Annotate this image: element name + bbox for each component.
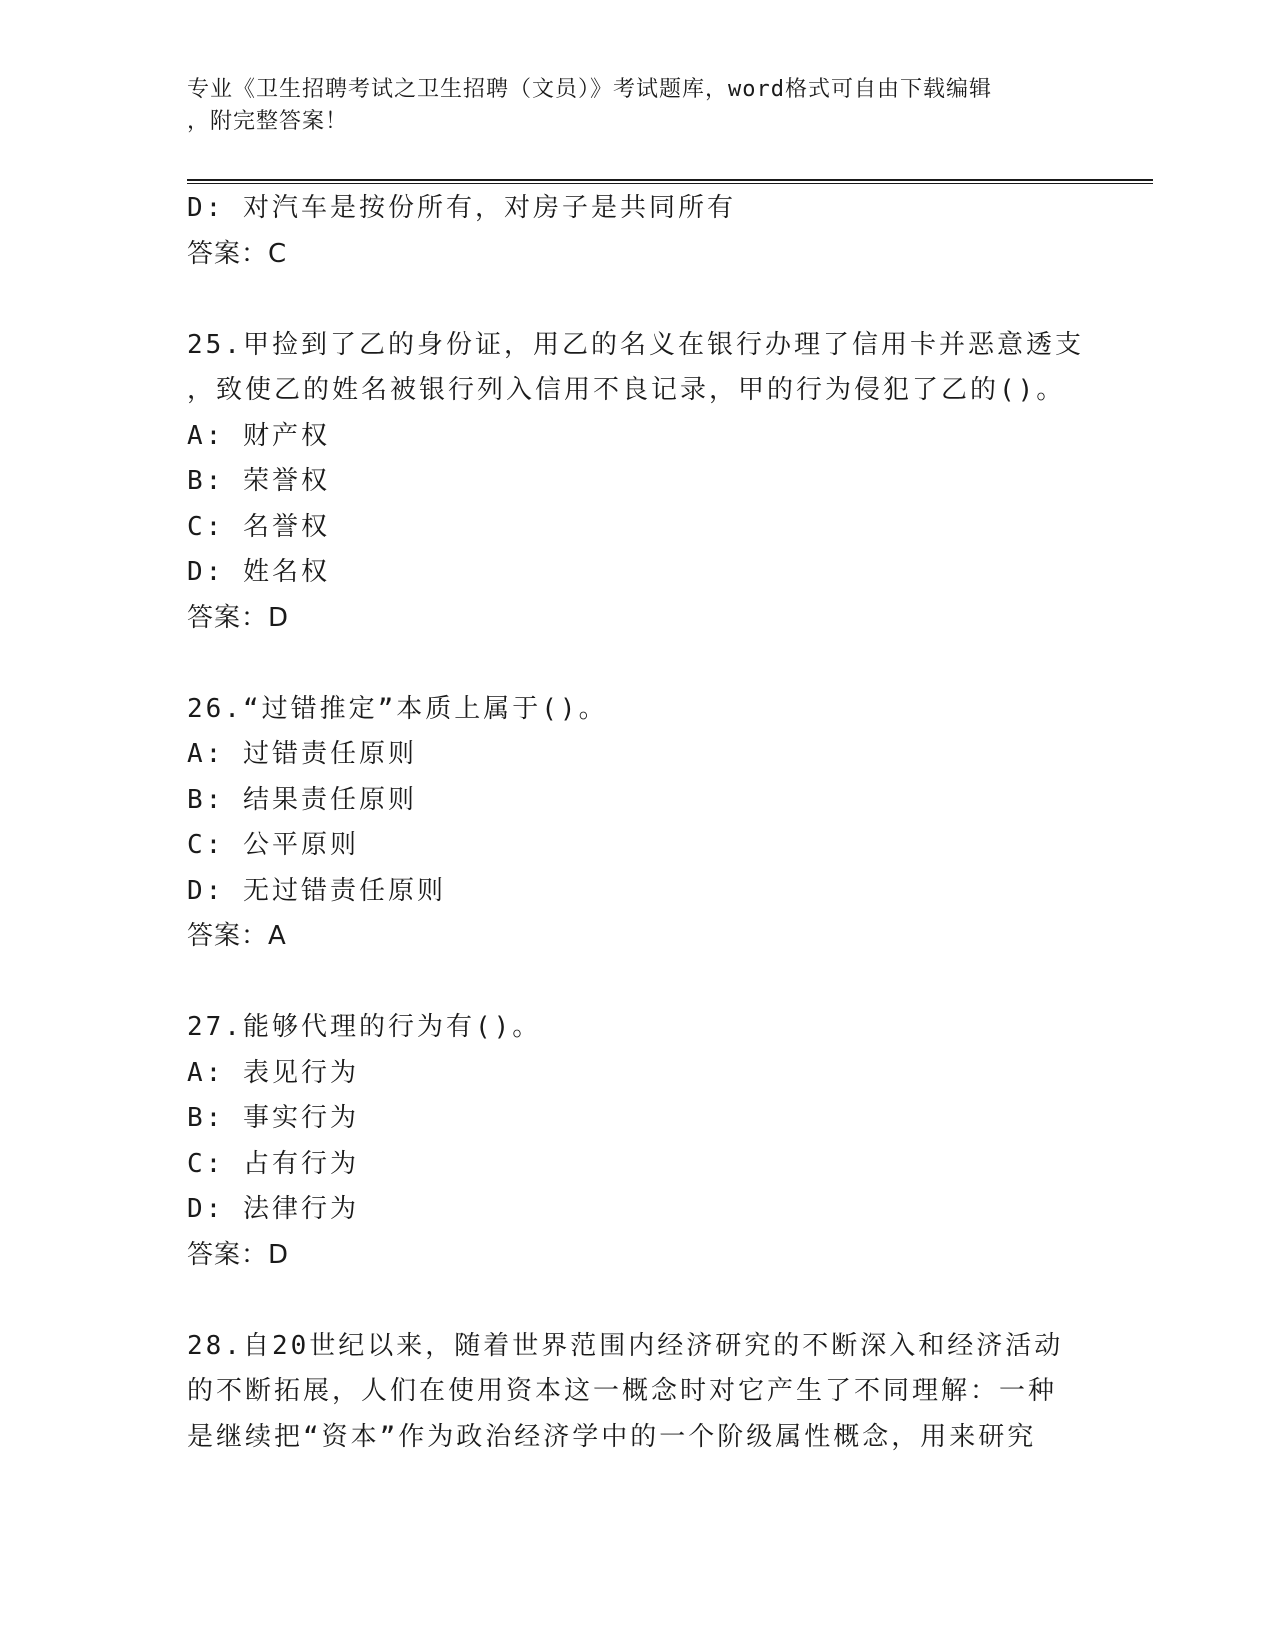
answer: 答案：A [187,921,287,951]
option-c: C: 占有行为 [187,1148,359,1179]
option-d: D: 姓名权 [187,557,330,587]
question-text: 26.“过错推定”本质上属于()。 [187,693,608,724]
question-25 [187,323,1087,642]
option-a: A: 过错责任原则 [187,739,417,769]
header-line-1: 专业《卫生招聘考试之卫生招聘（文员）》考试题库，word格式可自由下载编辑 [187,77,992,102]
header-line-2: ，附完整答案！ [187,109,349,134]
question-text: 27.能够代理的行为有()。 [187,1012,542,1042]
answer: 答案：D [187,602,290,633]
option-a: A: 财产权 [187,420,330,451]
question-text: 是继续把“资本”作为政治经济学中的一个阶级属性概念，用来研究 [187,1421,1037,1452]
document-body [187,186,1087,1460]
option-d: D: 法律行为 [187,1194,359,1224]
option-b: B: 荣誉权 [187,466,330,496]
question-28 [187,1324,1087,1461]
question-text: ，致使乙的姓名被银行列入信用不良记录，甲的行为侵犯了乙的()。 [187,375,1066,405]
question-text: 25.甲捡到了乙的身份证，用乙的名义在银行办理了信用卡并恶意透支 [187,329,1084,360]
option-b: B: 事实行为 [187,1103,359,1133]
spacer [187,960,1087,1006]
page-header [187,74,1087,138]
question-27 [187,1005,1087,1278]
option-a: A: 表见行为 [187,1057,359,1088]
question-text: 28.自20世纪以来，随着世界范围内经济研究的不断深入和经济活动 [187,1330,1064,1361]
question-text: 的不断拓展，人们在使用资本这一概念时对它产生了不同理解：一种 [187,1376,1058,1406]
option-c: C: 名誉权 [187,511,330,542]
header-divider [187,179,1153,184]
option-b: B: 结果责任原则 [187,784,417,815]
spacer [187,641,1087,687]
spacer [187,277,1087,323]
spacer [187,1278,1087,1324]
prev-option-d: D: 对汽车是按份所有，对房子是共同所有 [187,193,736,223]
option-d: D: 无过错责任原则 [187,875,446,906]
option-c: C: 公平原则 [187,830,359,860]
prev-answer: 答案：C [187,238,288,269]
answer: 答案：D [187,1239,290,1270]
question-26 [187,687,1087,960]
